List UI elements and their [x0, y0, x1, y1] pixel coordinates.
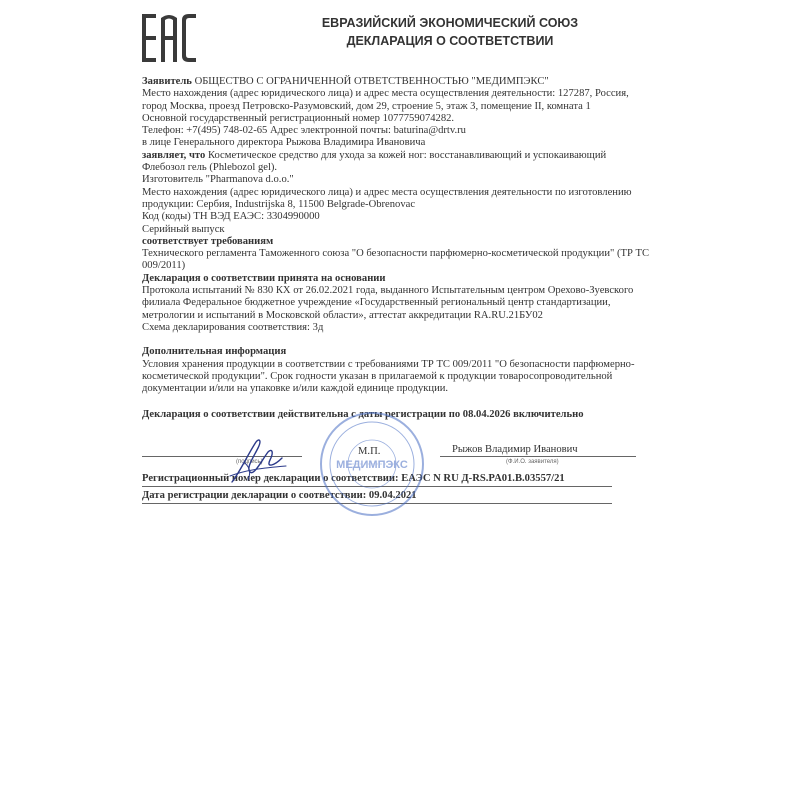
header-title-union: ЕВРАЗИЙСКИЙ ЭКОНОМИЧЕСКИЙ СОЮЗ	[321, 16, 579, 30]
applicant-label: Заявитель	[142, 76, 192, 87]
applicant-line	[142, 76, 662, 88]
signer-caption: (Ф.И.О. заявителя)	[506, 459, 559, 465]
signature-caption: (подпись)	[236, 459, 263, 465]
basis-line-3: метрологии и испытаний в Московской области», аттестат аккредитации RA.RU.21БУ02	[142, 309, 543, 321]
basis-line-2: филиала Федеральное бюджетное учреждение «Государственный региональный центр стандартизации,	[142, 297, 611, 309]
document-header	[290, 14, 610, 50]
spacer	[142, 395, 662, 409]
header-title-declaration: ДЕКЛАРАЦИЯ О СООТВЕТСТВИИ	[346, 34, 554, 48]
applicant-address-1: Место нахождения (адрес юридического лица) и адрес места осуществления деятельности: 127287, Россия,	[142, 88, 629, 100]
regulation-line-1: Технического регламента Таможенного союза "О безопасности парфюмерно-косметической продукции" (ТР ТС	[142, 248, 650, 260]
registration-date: Дата регистрации декларации о соответствии: 09.04.2021	[142, 490, 417, 501]
registration-number: Регистрационный номер декларации о соответствии: ЕАЭС N RU Д-RS.PA01.B.03557/21	[142, 473, 565, 484]
manufacturer-address-2: продукции: Сербия, Industrijska 8, 11500 Belgrade-Obrenovac	[142, 198, 416, 210]
signer-name: Рыжов Владимир Иванович	[452, 444, 578, 455]
conforms-label: соответствует требованиям	[142, 235, 274, 247]
basis-line-1: Протокола испытаний № 830 КХ от 26.02.2021 года, выданного Испытательным центром Орехово-Зуевского	[142, 285, 634, 297]
regulation-line-2: 009/2011)	[142, 260, 186, 272]
tnved-code: Код (коды) ТН ВЭД ЕАЭС: 3304990000	[142, 211, 320, 223]
basis-label: Декларация о соответствии принята на основании	[142, 272, 386, 284]
seal-mark: М.П.	[358, 446, 381, 457]
additional-line-3: документации и/или на упаковке и/или каждой единице продукции.	[142, 383, 449, 395]
validity-statement: Декларация о соответствии действительна с даты регистрации по 08.04.2026 включительно	[142, 409, 584, 421]
eac-logo	[142, 14, 196, 62]
document-body	[142, 76, 662, 422]
manufacturer: Изготовитель "Pharmanova d.o.o."	[142, 174, 294, 186]
additional-info-label: Дополнительная информация	[142, 346, 287, 358]
declares-line	[142, 150, 662, 162]
handwritten-signature	[226, 432, 290, 490]
product-line-1: Косметическое средство для ухода за кожей ног: восстанавливающий и успокаивающий	[207, 149, 607, 161]
stamp-text: МЕДИМПЭКС	[336, 459, 408, 471]
additional-line-1: Условия хранения продукции в соответствии с требованиями ТР ТС 009/2011 "О безопасности парфюмерно-	[142, 358, 635, 370]
applicant-contacts: Телефон: +7(495) 748-02-65 Адрес электронной почты: baturina@drtv.ru	[142, 125, 466, 137]
signer-name-line	[440, 456, 636, 457]
product-line-2: Флебозол гель (Phlebozol gel).	[142, 162, 278, 174]
spacer	[142, 334, 662, 346]
company-stamp	[318, 410, 426, 518]
serial-production: Серийный выпуск	[142, 223, 225, 235]
applicant-name: ОБЩЕСТВО С ОГРАНИЧЕННОЙ ОТВЕТСТВЕННОСТЬЮ "МЕДИМПЭКС"	[194, 76, 549, 87]
applicant-representative: в лице Генерального директора Рыжова Владимира Ивановича	[142, 137, 426, 149]
manufacturer-address-1: Место нахождения (адрес юридического лица) и адрес места осуществления деятельности по изготовлению	[142, 186, 632, 198]
additional-line-2: косметической продукции". Срок годности указан в прилагаемой к продукции товаросопроводительной	[142, 370, 613, 382]
applicant-address-2: город Москва, проезд Петровско-Разумовский, дом 29, строение 5, этаж 3, помещение II, комната 1	[142, 100, 591, 112]
applicant-ogrn: Основной государственный регистрационный номер 1077759074282.	[142, 112, 455, 124]
declaration-scheme: Схема декларирования соответствия: 3д	[142, 321, 324, 333]
declares-label: заявляет, что	[142, 149, 206, 161]
